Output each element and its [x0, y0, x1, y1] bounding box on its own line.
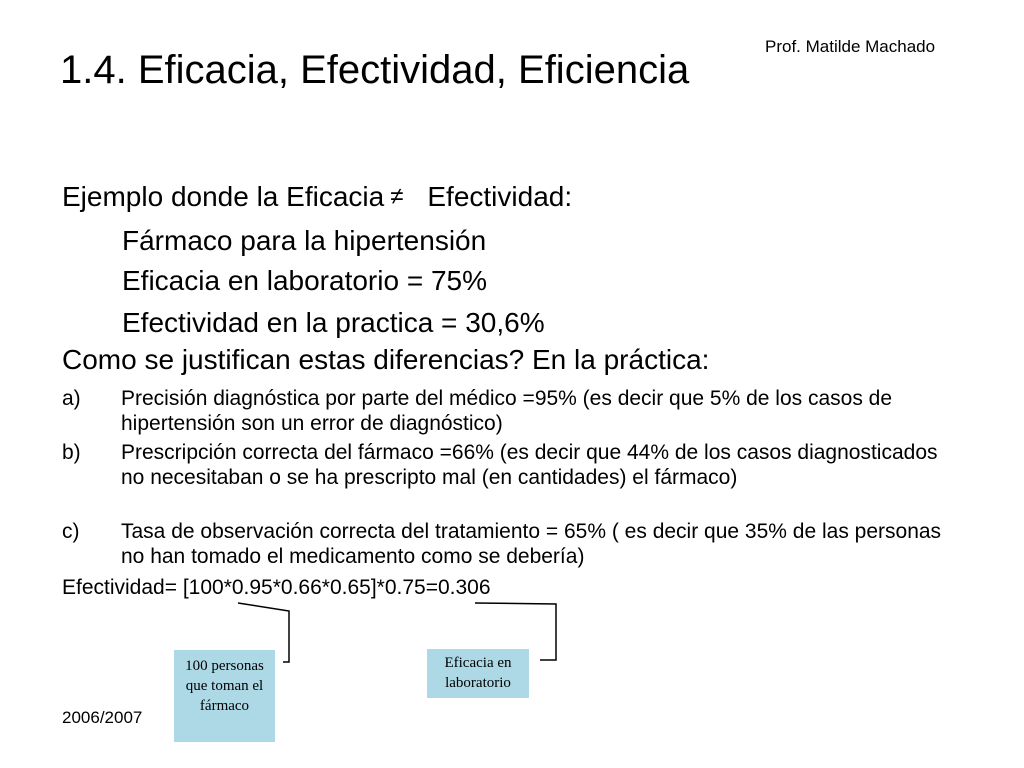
author-label: Prof. Matilde Machado — [765, 37, 936, 56]
footer-date: 2006/2007 — [62, 708, 143, 727]
list-item-text: Tasa de observación correcta del tratamiento = 65% ( es decir que 35% de las personas no han tomado el medicamento como se debería) — [121, 520, 942, 568]
practice-effectiveness-line: Efectividad en la practica = 30,6% — [122, 307, 545, 338]
list-item-c — [62, 519, 962, 569]
list-marker: a) — [62, 387, 81, 410]
question-line: Como se justifican estas diferencias? En la práctica: — [62, 344, 710, 375]
lab-efficacy-line: Eficacia en laboratorio = 75% — [122, 265, 487, 296]
example-intro-line — [62, 181, 572, 213]
list-marker: c) — [62, 520, 80, 543]
not-equal-symbol: ≠ — [390, 183, 404, 210]
list-item-text: Prescripción correcta del fármaco =66% (es decir que 44% de los casos diagnosticados no necesitaban o se ha prescripto mal (en cantidades) el fármaco) — [121, 441, 938, 489]
drug-line: Fármaco para la hipertensión — [122, 225, 487, 256]
list-item-text: Precisión diagnóstica por parte del médico =95% (es decir que 5% de los casos de hipertensión son un error de diagnóstico) — [121, 387, 893, 435]
example-intro-end: Efectividad: — [427, 181, 573, 212]
formula-line: Efectividad= [100*0.95*0.66*0.65]*0.75=0.306 — [62, 576, 491, 599]
example-intro-text: Ejemplo donde la Eficacia — [62, 181, 385, 212]
list-item-b — [62, 440, 962, 490]
callout-lab: Eficacia en laboratorio — [427, 649, 529, 698]
list-item-a — [62, 386, 962, 436]
slide-title: 1.4. Eficacia, Efectividad, Eficiencia — [60, 48, 690, 92]
callout-people: 100 personas que toman el fármaco — [174, 650, 275, 742]
list-marker: b) — [62, 441, 81, 464]
